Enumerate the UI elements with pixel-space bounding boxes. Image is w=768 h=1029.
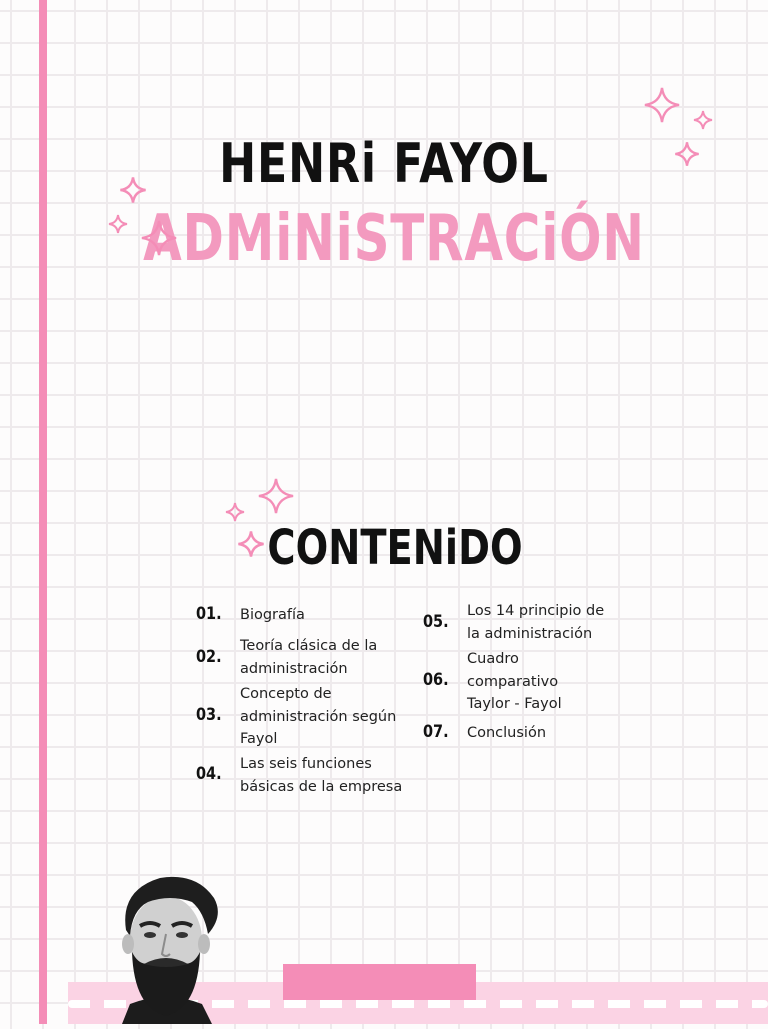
toc-label: Teoría clásica de la administración <box>240 638 378 677</box>
sparkle-icon <box>643 84 681 126</box>
toc-label: Cuadro comparativo Taylor - Fayol <box>467 651 562 712</box>
sparkle-icon <box>108 212 128 236</box>
toc-number: 06. <box>423 670 449 690</box>
toc-number: 01. <box>196 604 222 624</box>
page-subtitle: ADMiNiSTRACiÓN <box>143 202 645 276</box>
toc-label: Los 14 principio de la administración <box>467 603 605 642</box>
toc-number: 02. <box>196 647 222 667</box>
left-accent-bar <box>39 0 47 1024</box>
toc-label: Concepto de administración según Fayol <box>240 686 397 747</box>
sparkle-icon <box>674 139 700 169</box>
toc-label: Conclusión <box>467 725 547 741</box>
toc-number: 05. <box>423 612 449 632</box>
toc-label: Las seis funciones básicas de la empresa <box>240 756 403 795</box>
toc-label: Biografía <box>240 607 305 623</box>
toc-number: 04. <box>196 764 222 784</box>
sparkle-icon <box>693 109 713 131</box>
sparkle-icon <box>257 474 295 518</box>
toc-number: 07. <box>423 722 449 742</box>
toc-number: 03. <box>196 705 222 725</box>
bottom-pink-rectangle <box>283 964 476 1000</box>
sparkle-icon <box>119 174 147 206</box>
portrait-photo <box>104 872 228 1024</box>
page-title: HENRi FAYOL <box>219 132 549 195</box>
contents-heading: CONTENiDO <box>267 520 523 576</box>
sparkle-icon <box>140 216 178 260</box>
